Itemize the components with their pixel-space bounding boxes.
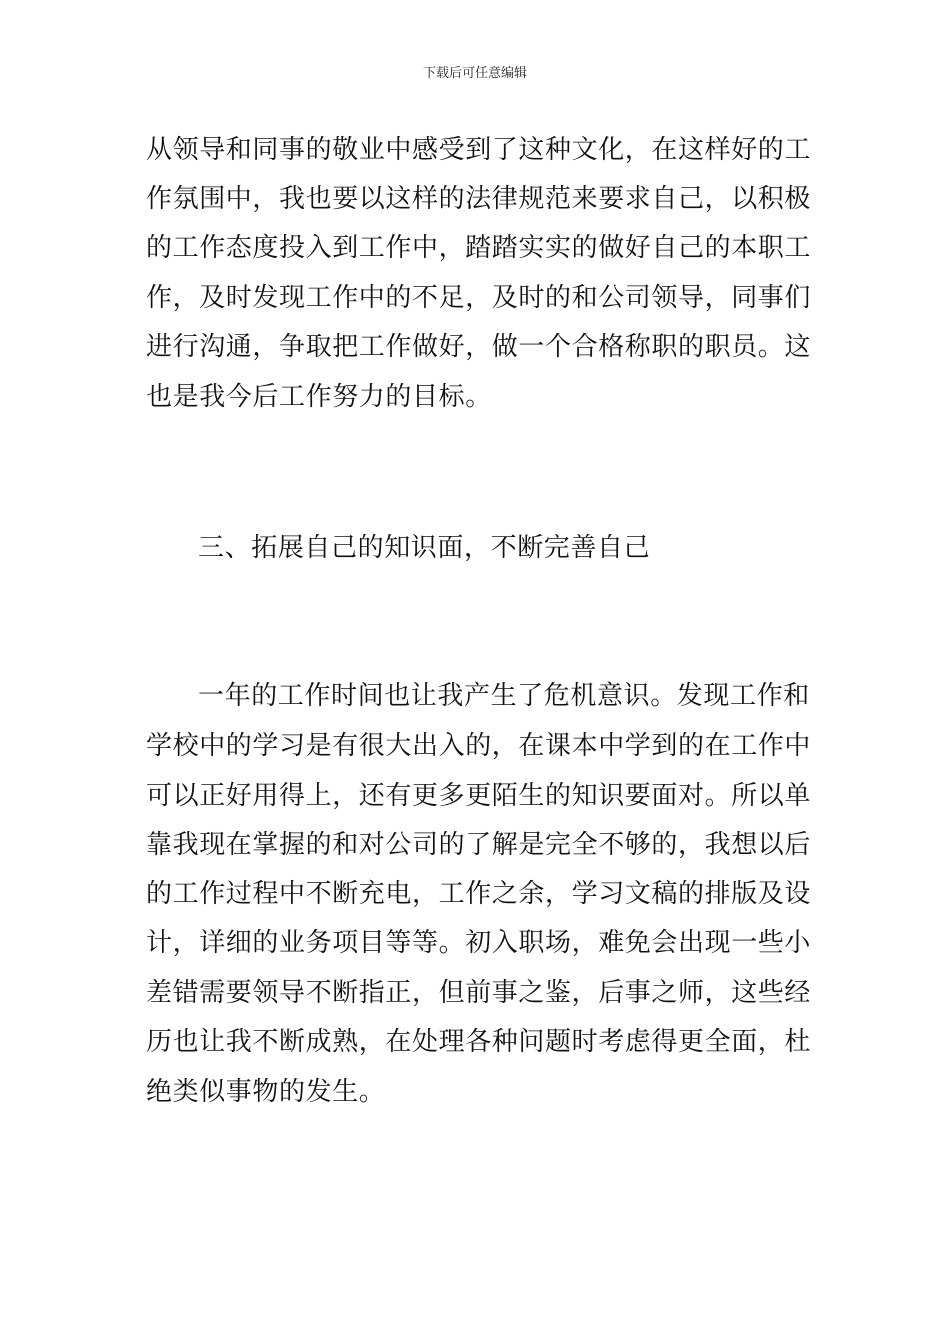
paragraph-line: 历也让我不断成熟，在处理各种问题时考虑得更全面，杜	[146, 1027, 812, 1057]
paragraph-line: 作氛围中，我也要以这样的法律规范来要求自己，以积极	[146, 184, 812, 214]
paragraph-line: 计，详细的业务项目等等。初入职场，难免会出现一些小	[146, 928, 812, 958]
paragraph-line: 从领导和同事的敬业中感受到了这种文化，在这样好的工	[146, 135, 812, 165]
paragraph-line: 作，及时发现工作中的不足，及时的和公司领导，同事们	[146, 283, 812, 313]
paragraph-line: 学校中的学习是有很大出入的，在课本中学到的在工作中	[146, 731, 812, 761]
paragraph-line: 可以正好用得上，还有更多更陌生的知识要面对。所以单	[146, 781, 812, 811]
page-header-note: 下载后可任意编辑	[422, 66, 527, 81]
paragraph-line: 也是我今后工作努力的目标。	[146, 382, 492, 412]
section-heading: 三、拓展自己的知识面，不断完善自己	[198, 533, 651, 563]
paragraph-line: 进行沟通，争取把工作做好，做一个合格称职的职员。这	[146, 332, 812, 362]
paragraph-line: 的工作过程中不断充电，工作之余，学习文稿的排版及设	[146, 879, 812, 909]
paragraph-line: 差错需要领导不断指正，但前事之鉴，后事之师，这些经	[146, 978, 812, 1008]
paragraph-line: 靠我现在掌握的和对公司的了解是完全不够的，我想以后	[146, 830, 812, 860]
paragraph-line: 一年的工作时间也让我产生了危机意识。发现工作和	[198, 681, 810, 711]
paragraph-line: 绝类似事物的发生。	[146, 1077, 386, 1107]
paragraph-line: 的工作态度投入到工作中，踏踏实实的做好自己的本职工	[146, 233, 812, 263]
